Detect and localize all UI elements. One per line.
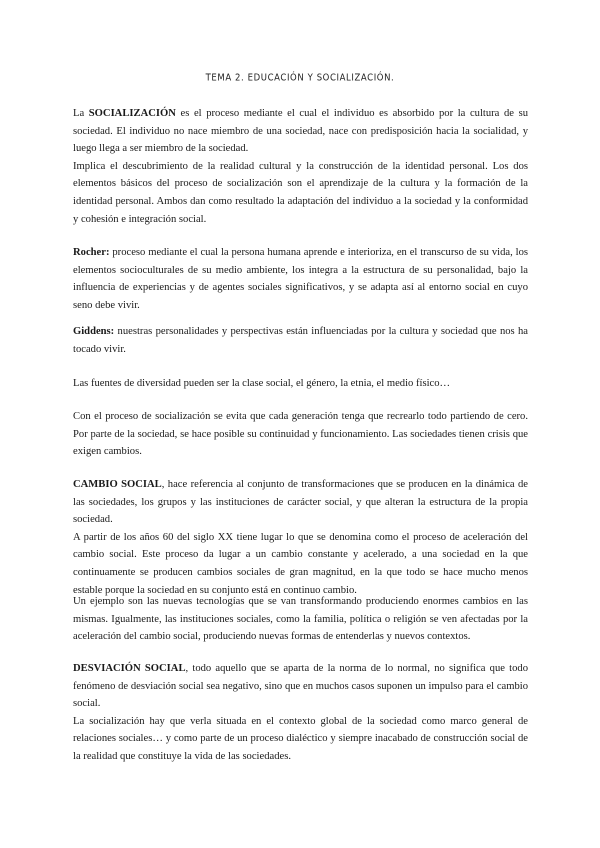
paragraph-ejemplo (73, 593, 528, 646)
paragraph-diversidad (73, 375, 528, 393)
term-rocher: Rocher: (73, 247, 110, 258)
paragraph-text: proceso mediante el cual la persona humana aprende e interioriza, en el transcurso de su vida, los elementos socioculturales de su medio ambiente, los integra a la estructura de su personalidad, bajo la influencia de experiencias y de agentes sociales significativos, y se adapta así al entorno social en cuyo seno debe vivir. (73, 247, 528, 311)
paragraph-extra: A partir de los años 60 del siglo XX tiene lugar lo que se denomina como el proceso de aceleración del cambio social. Este proceso da lugar a un cambio constante y acelerado, a una sociedad en la que continuamente se producen cambios sociales de gran magnitud, en la que todo se hace mucho menos estable porque la sociedad en su conjunto está en continuo cambio. (73, 531, 528, 596)
paragraph-extra: Implica el descubrimiento de la realidad cultural y la construcción de la identidad personal. Los dos elementos básicos del proceso de socialización son el aprendizaje de la cultura y la formación de la identidad personal. Ambos dan como resultado la adaptación del individuo a la sociedad y la conformidad y cohesión e integración social. (73, 160, 528, 225)
paragraph-proceso (73, 408, 528, 461)
paragraph-text: Las fuentes de diversidad pueden ser la clase social, el género, la etnia, el medio físico… (73, 378, 451, 389)
paragraph-desviacion-social (73, 660, 528, 766)
term-cambio-social: CAMBIO SOCIAL (73, 479, 162, 490)
paragraph-text: , todo aquello que se aparta de la norma de lo normal, no significa que todo fenómeno de desviación social sea negativo, sino que en muchos casos suponen un impulso para el cambio social. (73, 663, 528, 710)
paragraph-extra: La socialización hay que verla situada en el contexto global de la sociedad como marco general de relaciones sociales… y como parte de un proceso dialéctico y siempre inacabado de construcción social de la realidad que constituye la vida de las sociedades. (73, 715, 528, 762)
paragraph-text: nuestras personalidades y perspectivas están influenciadas por la cultura y sociedad que nos ha tocado vivir. (73, 326, 528, 355)
document-title: TEMA 2. EDUCACIÓN Y SOCIALIZACIÓN. (205, 72, 395, 84)
paragraph-cambio-social (73, 476, 528, 599)
term-giddens: Giddens: (73, 326, 115, 337)
paragraph-text: Un ejemplo son las nuevas tecnologías que se van transformando produciendo enormes cambios en las mismas. Igualmente, las instituciones sociales, como la familia, política o religión se ven afectadas por la aceleración del cambio social, produciendo nuevas formas de entenderlas y nuevos contextos. (73, 596, 528, 643)
paragraph-lead: La (73, 108, 89, 119)
term-socializacion: SOCIALIZACIÓN (88, 108, 176, 119)
paragraph-rocher (73, 244, 528, 314)
paragraph-socializacion (73, 105, 528, 228)
term-desviacion-social: DESVIACIÓN SOCIAL (73, 663, 186, 674)
paragraph-text: , hace referencia al conjunto de transformaciones que se producen en la dinámica de las sociedades, los grupos y las instituciones de carácter social, y que alteran la estructura de la propia sociedad. (73, 479, 528, 526)
paragraph-text: Con el proceso de socialización se evita que cada generación tenga que recrearlo todo partiendo de cero. Por parte de la sociedad, se hace posible su continuidad y funcionamiento. Las sociedades tienen crisis que exigen cambios. (73, 411, 528, 458)
paragraph-giddens (73, 323, 528, 358)
paragraph-text: es el proceso mediante el cual el individuo es absorbido por la cultura de su sociedad. El individuo no nace miembro de una sociedad, nace con predisposición hacia la socialidad, y luego llega a ser miembro de la sociedad. (73, 108, 528, 155)
